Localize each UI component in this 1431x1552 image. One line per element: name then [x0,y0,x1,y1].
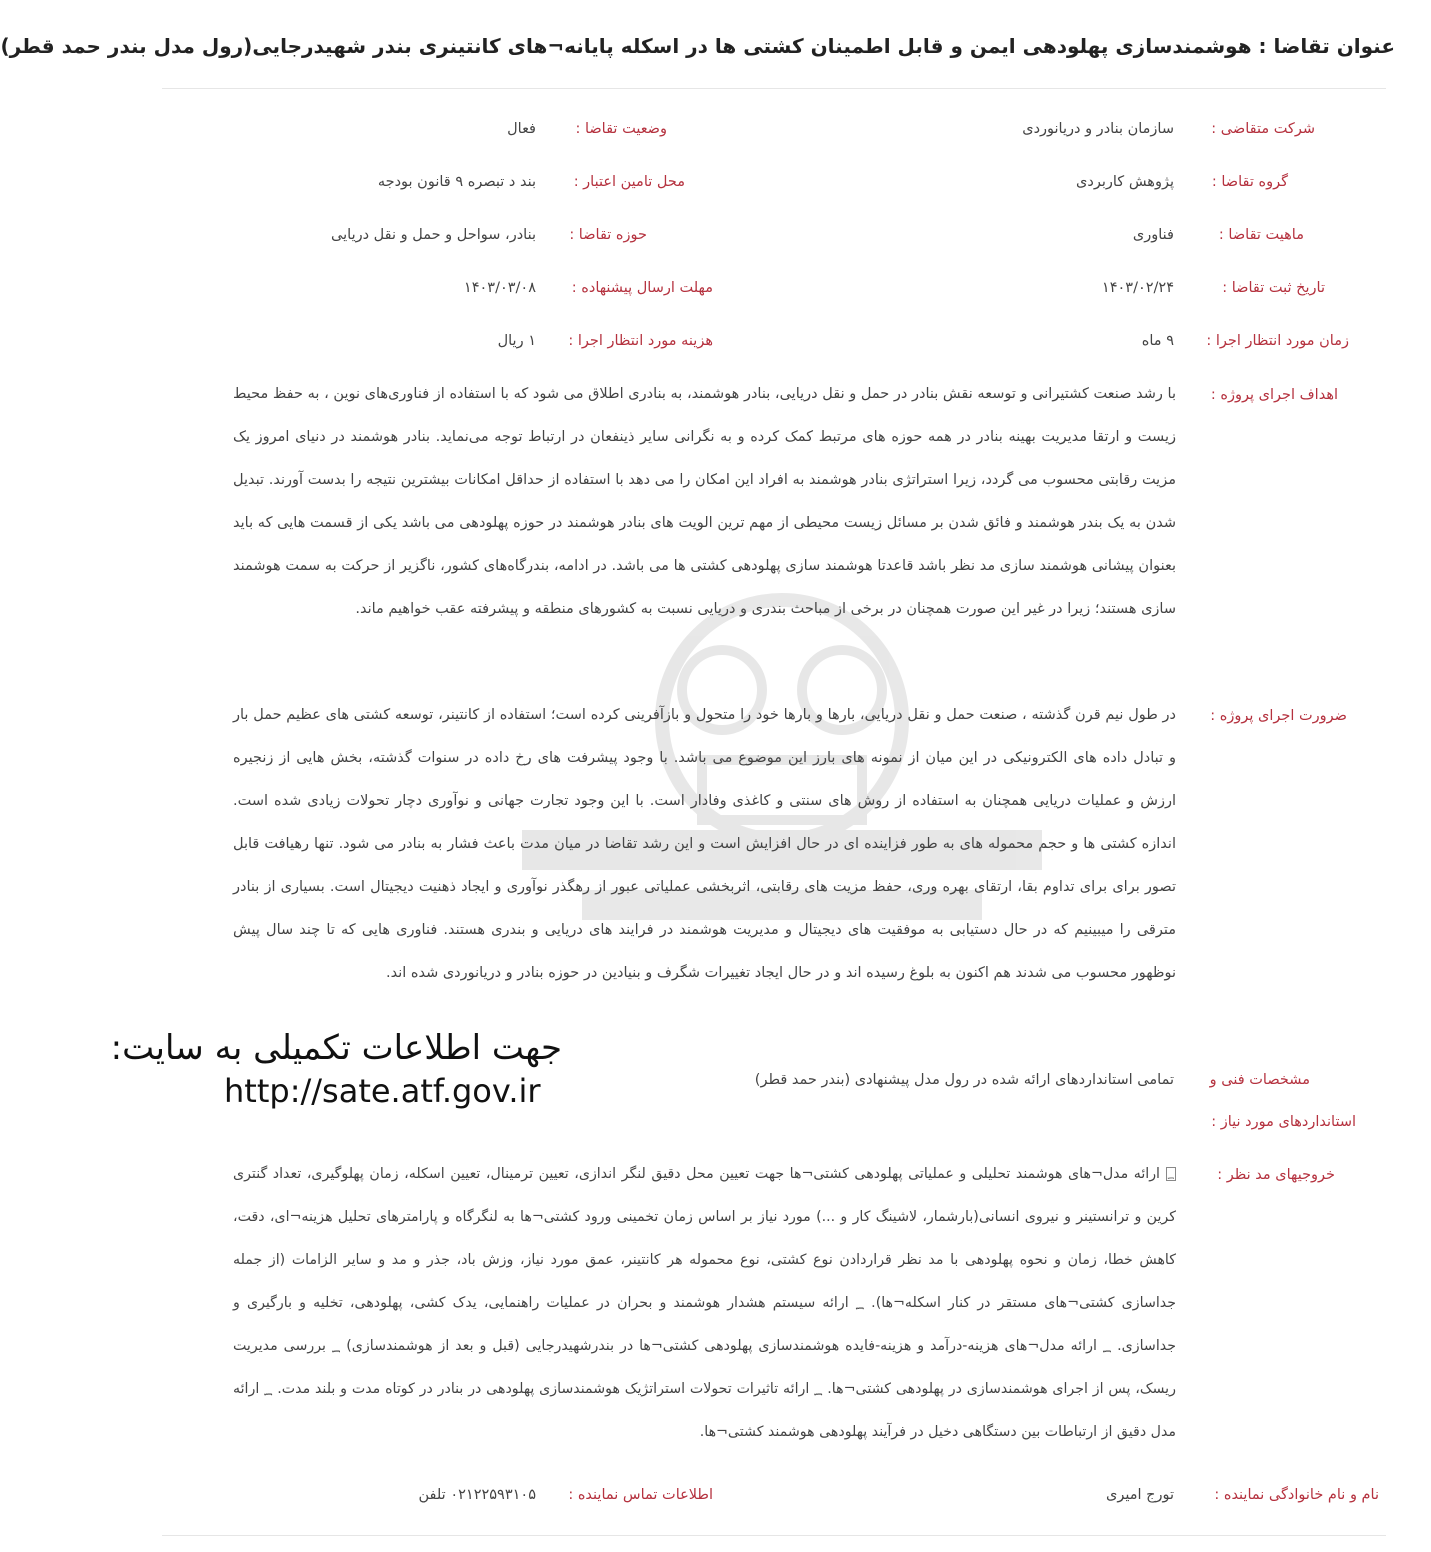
nature-label: ماهیت تقاضا : [1218,227,1304,243]
necessity-label: ضرورت اجرای پروژه : [1210,708,1347,724]
rep-name-value: تورج امیری [1105,1487,1174,1503]
specs-label-line1: مشخصات فنی و [1209,1072,1310,1088]
group-value: پژوهش کاربردی [1076,174,1174,190]
divider [162,1535,1386,1536]
page-title: عنوان تقاضا : هوشمندسازی پهلودهی ایمن و قابل اطمینان کشتی ها در اسکله پایانه¬های کانتینری بندر شهیدرجایی(رول مدل بندر حمد قطر) [0,34,1395,58]
deadline-value: ۱۴۰۳/۰۳/۰۸ [463,280,536,296]
status-value: فعال [507,121,536,137]
divider [162,88,1386,89]
bullet-glyph-icon: ؁ [1167,1167,1175,1180]
rep-contact-value: ۰۲۱۲۲۵۹۳۱۰۵ تلفن [418,1487,536,1503]
status-label: وضعیت تقاضا : [575,121,667,137]
group-label: گروه تقاضا : [1211,174,1288,190]
duration-label: زمان مورد انتظار اجرا : [1206,333,1349,349]
goals-label: اهداف اجرای پروژه : [1210,387,1338,403]
reg-date-value: ۱۴۰۳/۰۲/۲۴ [1101,280,1174,296]
specs-label-line2: استانداردهای مورد نیاز : [1211,1114,1356,1130]
outputs-label: خروجیهای مد نظر : [1217,1167,1335,1183]
reg-date-label: تاریخ ثبت تقاضا : [1222,280,1325,296]
company-label: شرکت متقاضی : [1211,121,1315,137]
rep-name-label: نام و نام خانوادگی نماینده : [1214,1487,1379,1503]
site-notice [110,1026,562,1116]
rep-contact-label: اطلاعات تماس نماینده : [568,1487,713,1503]
necessity-text: در طول نیم قرن گذشته ، صنعت حمل و نقل دریایی، بارها و بارها خود را متحول و بازآفرینی کرده است؛ استفاده از کانتینر، توسعه کشتی های عظیم حمل بار و تبادل داده های الکترونیکی در این میان از نمونه های بارز این موضوع می باشد. با وجود پیشرفت های رخ داده در سنوات گذشته، بخش هایی از زنجیره ارزش و عملیات دریایی همچنان به استفاده از روش های سنتی و کاغذی وفادار است. با این وجود تجارت جهانی و نوآوری دچار تحولات زیادی شده است. اندازه کشتی ها و حجم محموله های به طور فزاینده ای در حال افزایش است و این رشد تقاضا در میان مدت باعث فشار به بنادر می شود. تنها رهیافت قابل تصور برای برای تداوم بقا، ارتقای بهره وری، حفظ مزیت های رقابتی، اثربخشی عملیاتی عبور از رهگذر نوآوری و ایجاد ذهنیت دیجیتال است. بسیاری از بنادر مترقی را میبینیم که در حال دستیابی به موفقیت های دیجیتال و مدیریت هوشمند در فرایند های دریایی و بندری هستند. فناوری هایی که تا چند سال پیش نوظهور محسوب می شدند هم اکنون به بلوغ رسیده اند و در حال ایجاد تغییرات شگرف و بنیادین در حوزه بنادر و دریانوردی شده اند. [233,707,1176,981]
cost-value: ۱ ریال [497,333,536,349]
nature-value: فناوری [1132,227,1174,243]
funding-label: محل تامین اعتبار : [573,174,685,190]
domain-value: بنادر، سواحل و حمل و نقل دریایی [331,227,536,243]
cost-label: هزینه مورد انتظار اجرا : [568,333,713,349]
outputs-body: ارائه مدل¬های هوشمند تحلیلی و عملیاتی پهلودهی کشتی¬ها جهت تعیین محل دقیق لنگر اندازی، تعیین ترمینال، تعیین اسکله، زمان پهلوگیری، تعداد گنتری کرین و ترانستینر و نیروی انسانی(بارشمار، لاشینگ کار و ...) مورد نیاز بر اساس زمان تخمینی ورود کشتی¬ها به لنگرگاه و پارامترهای تحلیل هزینه¬ای، دقت، کاهش خطا، زمان و نحوه پهلودهی با مد نظر قراردادن نوع کشتی، نوع محموله هر کانتینر، عمق مورد نیاز، وزش باد، جذر و مد و سایر الزامات (از جمله جداسازی کشتی¬های مستقر در کنار اسکله¬ها). ؁ ارائه سیستم هشدار هوشمند و بحران در عملیات راهنمایی، یدک کشی، پهلودهی، تخلیه و بارگیری و جداسازی. ؁ ارائه مدل¬های هزینه-درآمد و هزینه-فایده هوشمندسازی پهلودهی کشتی¬ها در بندرشهیدرجایی (قبل و بعد از هوشمندسازی) ؁ بررسی مدیریت ریسک، پس از اجرای هوشمندسازی در پهلودهی کشتی¬ها. ؁ ارائه تاثیرات تحولات استراتژیک هوشمندسازی پهلودهی در بنادر در کوتاه مدت و بلند مدت. ؁ ارائه مدل دقیق از ارتباطات بین دستگاهی دخیل در فرآیند پهلودهی هوشمند کشتی¬ها. [233,1166,1176,1440]
duration-value: ۹ ماه [1141,333,1174,349]
domain-label: حوزه تقاضا : [569,227,647,243]
outputs-text [233,1153,1176,1454]
company-value: سازمان بنادر و دریانوردی [1022,121,1174,137]
deadline-label: مهلت ارسال پیشنهاده : [571,280,713,296]
site-notice-text: جهت اطلاعات تکمیلی به سایت: [110,1028,562,1068]
funding-value: بند د تبصره ۹ قانون بودجه [377,174,536,190]
site-notice-url[interactable]: http://sate.atf.gov.ir [224,1072,541,1110]
goals-text: با رشد صنعت کشتیرانی و توسعه نقش بنادر در حمل و نقل دریایی، بنادر هوشمند، به بنادری اطلاق می شود که با استفاده از فناوری‌های نوین ، به حفظ محیط زیست و ارتقا مدیریت بهینه بنادر در همه حوزه های مرتبط کمک کرده و به نگرانی سایر ذینفعان در ارتباط توجه می‌نماید. بنادر هوشمند در دنیای امروز یک مزیت رقابتی محسوب می گردد، زیرا استراتژی بنادر هوشمند به افراد این امکان را می دهد با استفاده از حداقل امکانات بیشترین نتیجه را بدست آورند. تبدیل شدن به یک بندر هوشمند و فائق شدن بر مسائل زیست محیطی از مهم ترین الویت های بنادر هوشمند در حوزه پهلودهی می باشد یکی از قسمت هایی که باید بعنوان پیشانی هوشمند سازی مد نظر باشد قاعدتا هوشمند سازی پهلودهی کشتی ها می باشد. در ادامه، بندرگاه‌های کشور، ناگزیر از حرکت به سمت هوشمند سازی هستند؛ زیرا در غیر این صورت همچنان در برخی از مباحث بندری و دریایی نسبت به کشورهای منطقه و پیشرفته عقب خواهیم ماند. [233,386,1176,617]
specs-text: تمامی استانداردهای ارائه شده در رول مدل پیشنهادی (بندر حمد قطر) [754,1072,1174,1088]
